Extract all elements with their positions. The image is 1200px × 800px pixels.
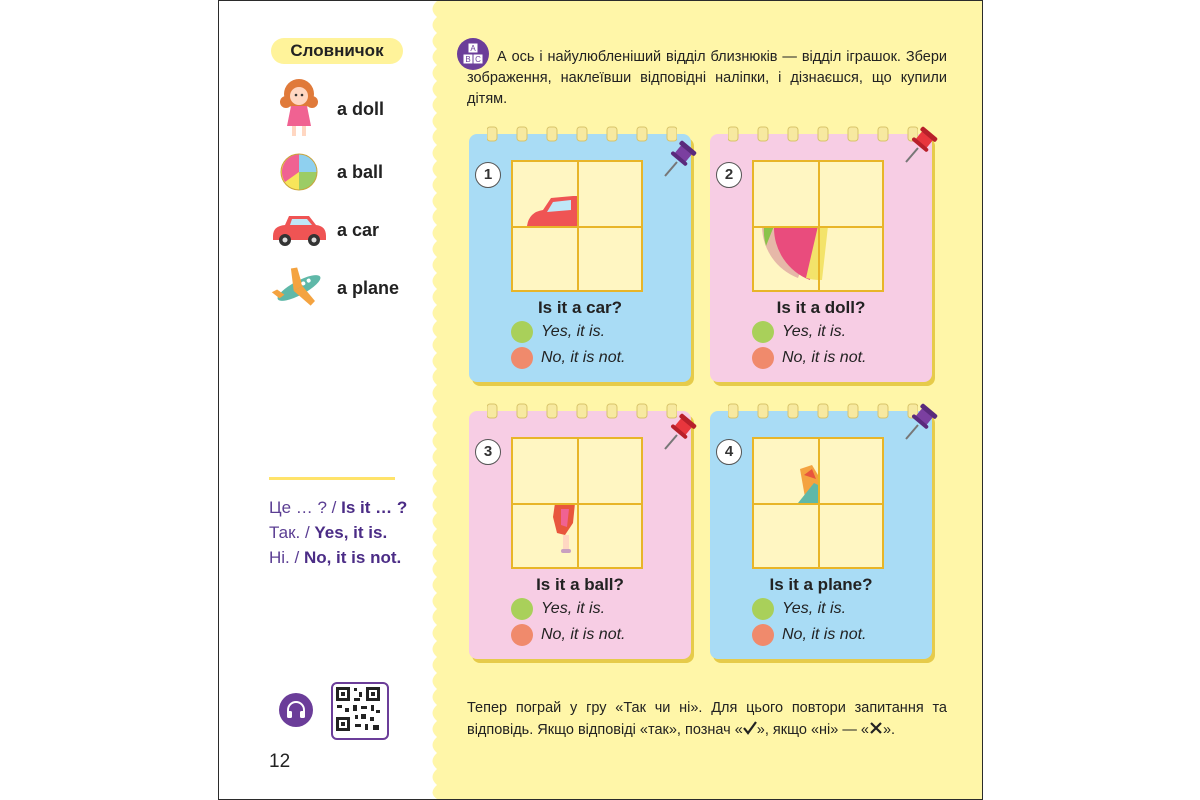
card-number: 2 (716, 162, 742, 188)
page-number: 12 (269, 751, 291, 772)
vocab-word: a plane (337, 277, 400, 298)
answer-text: Yes, it is. (782, 600, 847, 617)
sticker-grid[interactable] (511, 160, 643, 292)
spiral-rings (487, 402, 677, 420)
checkmark-icon (743, 721, 757, 735)
phrase-en: Yes, it is. (314, 523, 388, 542)
answer-yes[interactable] (511, 598, 605, 620)
phrase-no (269, 548, 401, 568)
grid-line (754, 503, 882, 505)
phrase-yes (269, 523, 387, 543)
cross-icon (869, 721, 883, 735)
plane-icon (269, 263, 329, 313)
pushpin-icon (661, 140, 697, 180)
game-text-2: », якщо «ні» — « (756, 722, 869, 738)
answer-yes[interactable] (752, 598, 846, 620)
pushpin-icon (902, 126, 938, 166)
answer-text: No, it is not. (782, 349, 867, 366)
question-text: Is it a ball? (536, 575, 624, 594)
card-number: 4 (716, 439, 742, 465)
vocab-word: a car (337, 219, 380, 240)
phrase-en: Is it … ? (341, 498, 408, 517)
answer-text: No, it is not. (541, 626, 626, 643)
answer-text: No, it is not. (541, 349, 626, 366)
grid-line (513, 503, 641, 505)
question-text: Is it a doll? (776, 298, 866, 317)
sticker-grid[interactable] (511, 437, 643, 569)
spiral-rings (728, 402, 918, 420)
spiral-rings (728, 125, 918, 143)
svg-text:C: C (475, 55, 481, 64)
grid-line (513, 226, 641, 228)
puzzle-card-3 (469, 411, 691, 659)
answer-no[interactable] (511, 347, 625, 369)
car-icon (269, 205, 329, 255)
answer-yes[interactable] (752, 321, 846, 343)
red-dot (752, 347, 774, 369)
workbook-page (218, 0, 983, 800)
pushpin-icon (661, 413, 697, 453)
answer-no[interactable] (511, 624, 625, 646)
phrase-ua: Ні. / (269, 548, 304, 567)
vocab-item-ball (269, 147, 439, 197)
red-dot (511, 347, 533, 369)
grid-line (754, 226, 882, 228)
svg-text:A: A (470, 44, 476, 53)
sticker-grid[interactable] (752, 437, 884, 569)
vocab-word: a ball (337, 161, 384, 182)
doll-icon (269, 84, 329, 134)
sticker-grid[interactable] (752, 160, 884, 292)
divider (269, 477, 395, 480)
svg-text:B: B (465, 55, 471, 64)
phrase-ua: Це … ? / (269, 498, 342, 517)
vocab-item-plane (269, 263, 439, 313)
vocab-word: a doll (337, 98, 385, 119)
game-instructions (467, 697, 947, 741)
instructions-text: А ось і найулюбленіший відділ близнюків — відділ іграшок. Збери зображення, наклеївши відповідні наліпки, і дізнаєшся, що купили дітям. (467, 49, 947, 107)
yellow-background (437, 1, 982, 799)
answer-yes[interactable] (511, 321, 605, 343)
question-text: Is it a plane? (769, 575, 873, 594)
puzzle-card-1 (469, 134, 691, 382)
answer-no[interactable] (752, 624, 866, 646)
vocabulary-title: Словничок (271, 38, 403, 64)
game-text-1: Тепер пограй у гру «Так чи ні». Для цього повтори запитання та відповідь. Якщо відповіді «так», познач « (467, 700, 947, 738)
answer-text: Yes, it is. (782, 323, 847, 340)
puzzle-card-2 (710, 134, 932, 382)
green-dot (511, 321, 533, 343)
game-text-3: ». (882, 722, 896, 738)
red-dot (511, 624, 533, 646)
spiral-rings (487, 125, 677, 143)
green-dot (752, 321, 774, 343)
answer-text: Yes, it is. (541, 600, 606, 617)
card-number: 3 (475, 439, 501, 465)
ball-icon (269, 147, 329, 197)
red-dot (752, 624, 774, 646)
headphones-icon[interactable] (279, 693, 313, 727)
card-number: 1 (475, 162, 501, 188)
vocab-item-car (269, 205, 439, 255)
green-dot (752, 598, 774, 620)
green-dot (511, 598, 533, 620)
phrase-question (269, 498, 407, 518)
answer-text: No, it is not. (782, 626, 867, 643)
vocab-item-doll (269, 84, 439, 134)
phrase-ua: Так. / (269, 523, 315, 542)
answer-text: Yes, it is. (541, 323, 606, 340)
pushpin-icon (902, 403, 938, 443)
phrase-en: No, it is not. (303, 548, 402, 567)
puzzle-card-4 (710, 411, 932, 659)
qr-code[interactable] (331, 682, 389, 740)
question-text: Is it a car? (537, 298, 623, 317)
answer-no[interactable] (752, 347, 866, 369)
